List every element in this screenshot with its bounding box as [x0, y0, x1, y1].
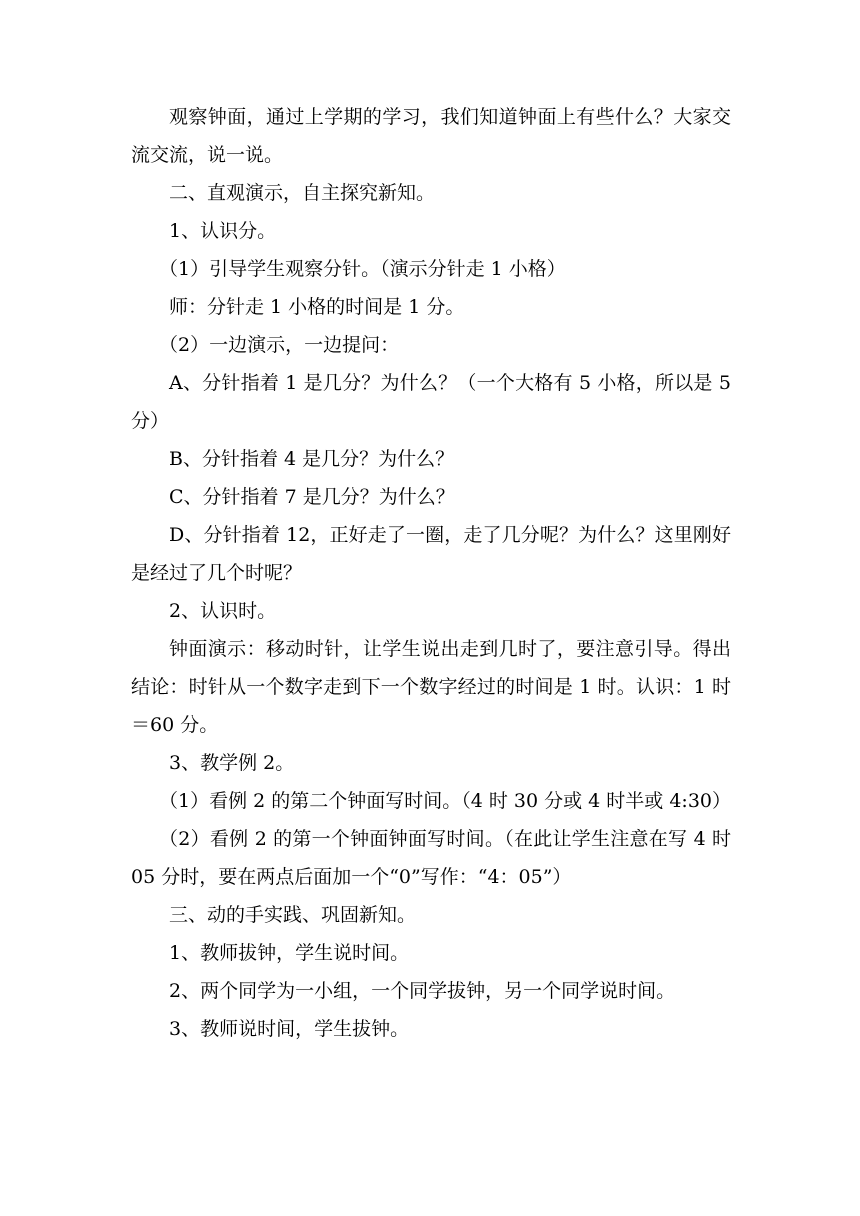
question-a: A、分针指着 1 是几分？为什么？（一个大格有 5 小格，所以是 5 分） [131, 372, 731, 432]
subheading-example-2: 3、教学例 2。 [169, 752, 295, 774]
paragraph-example-step-1: （1）看例 2 的第二个钟面写时间。（4 时 30 分或 4 时半或 4:30） [159, 790, 732, 812]
paragraph-observe-clock: 观察钟面，通过上学期的学习，我们知道钟面上有些什么？大家交流交流，说一说。 [131, 106, 731, 166]
paragraph-step-1: （1）引导学生观察分针。（演示分针走 1 小格） [159, 258, 566, 280]
subheading-minutes: 1、认识分。 [169, 220, 277, 242]
subheading-hours: 2、认识时。 [169, 600, 277, 622]
question-b: B、分针指着 4 是几分？为什么？ [169, 448, 455, 470]
paragraph-clock-demo: 钟面演示：移动时针，让学生说出走到几时了，要注意引导。得出结论：时针从一个数字走到下一个数字经过的时间是 1 时。认识：1 时＝60 分。 [131, 638, 731, 736]
practice-item-1: 1、教师拔钟，学生说时间。 [169, 942, 410, 964]
paragraph-teacher-note: 师：分针走 1 小格的时间是 1 分。 [169, 296, 465, 318]
section-heading-3: 三、动的手实践、巩固新知。 [169, 904, 417, 926]
section-heading-2: 二、直观演示，自主探究新知。 [169, 182, 436, 204]
paragraph-example-step-2: （2）看例 2 的第一个钟面钟面写时间。（在此让学生注意在写 4 时 05 分时，要在两点后面加一个“0”写作：“4：05”） [131, 828, 731, 888]
document-page [131, 98, 731, 1048]
practice-item-2: 2、两个同学为一小组，一个同学拔钟，另一个同学说时间。 [169, 980, 676, 1002]
practice-item-3: 3、教师说时间，学生拔钟。 [169, 1018, 410, 1040]
question-d: D、分针指着 12，正好走了一圈，走了几分呢？为什么？这里刚好是经过了几个时呢？ [131, 524, 731, 584]
paragraph-step-2: （2）一边演示，一边提问： [159, 334, 400, 356]
question-c: C、分针指着 7 是几分？为什么？ [169, 486, 455, 508]
